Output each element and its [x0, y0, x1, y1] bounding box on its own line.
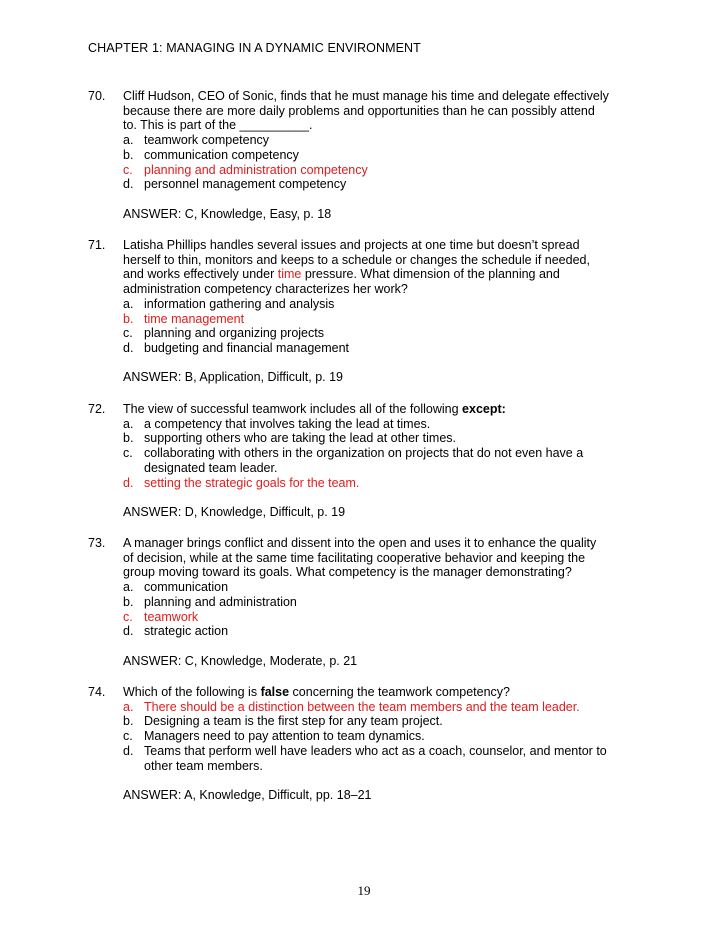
emphasis-text: except:: [462, 402, 506, 416]
option-c: c. planning and organizing projects: [123, 326, 324, 341]
question-stem-line: Cliff Hudson, CEO of Sonic, finds that he must manage his time and delegate effectively: [123, 89, 609, 103]
question-stem-line: and works effectively under time pressure. What dimension of the planning and: [123, 267, 560, 282]
question-stem-line: group moving toward its goals. What competency is the manager demonstrating?: [123, 565, 572, 580]
question-number: 74.: [88, 685, 106, 699]
option-c: c. Managers need to pay attention to team dynamics.: [123, 729, 425, 744]
answer-line: ANSWER: C, Knowledge, Easy, p. 18: [123, 206, 332, 221]
highlighted-keyword: time: [277, 267, 302, 282]
question-70: [88, 89, 648, 221]
question-stem-line: Latisha Phillips handles several issues and projects at one time but doesn’t spread: [123, 238, 580, 252]
option-b: b. communication competency: [123, 147, 299, 162]
option-b-correct: b. time management: [123, 311, 245, 326]
question-72: [88, 402, 648, 520]
page-number: 19: [357, 883, 371, 898]
question-stem-line: The view of successful teamwork includes all of the following except:: [123, 402, 506, 416]
question-stem-line: to. This is part of the __________.: [123, 118, 313, 133]
question-number: 70.: [88, 89, 106, 103]
answer-line: ANSWER: C, Knowledge, Moderate, p. 21: [123, 653, 358, 668]
option-a-correct: a. There should be a distinction between the team members and the team leader.: [123, 699, 580, 714]
option-a: a. communication: [123, 580, 229, 595]
question-number: 72.: [88, 402, 106, 416]
option-b: b. Designing a team is the first step for any team project.: [123, 714, 443, 729]
question-73: [88, 536, 648, 668]
question-71: [88, 238, 648, 385]
option-c-correct: c. teamwork: [123, 609, 199, 624]
option-a: a. information gathering and analysis: [123, 296, 335, 311]
option-d: d. Teams that perform well have leaders who act as a coach, counselor, and mentor to other team members.: [123, 743, 607, 773]
question-number: 73.: [88, 536, 106, 550]
option-c-correct: c. planning and administration competency: [123, 162, 368, 177]
option-d: d. budgeting and financial management: [123, 340, 350, 355]
question-stem-line: because there are more daily problems and opportunities than he can possibly attend: [123, 103, 595, 118]
chapter-header: CHAPTER 1: MANAGING IN A DYNAMIC ENVIRONMENT: [88, 41, 421, 55]
question-stem-line: administration competency characterizes her work?: [123, 282, 408, 297]
answer-line: ANSWER: D, Knowledge, Difficult, p. 19: [123, 504, 346, 519]
emphasis-text: false: [260, 685, 290, 699]
question-number: 71.: [88, 238, 106, 252]
question-stem-line: Which of the following is false concerning the teamwork competency?: [123, 685, 511, 699]
option-d: d. personnel management competency: [123, 177, 347, 192]
answer-line: ANSWER: B, Application, Difficult, p. 19: [123, 370, 344, 385]
option-c: c. collaborating with others in the organization on projects that do not even have a designated team leader.: [123, 446, 584, 475]
option-b: b. supporting others who are taking the lead at other times.: [123, 431, 456, 446]
option-b: b. planning and administration: [123, 594, 297, 609]
option-a: a. teamwork competency: [123, 133, 270, 148]
question-stem-line: A manager brings conflict and dissent into the open and uses it to enhance the quality: [123, 536, 597, 550]
option-a: a. a competency that involves taking the lead at times.: [123, 416, 431, 431]
option-d: d. strategic action: [123, 624, 229, 639]
question-74: [88, 685, 648, 803]
answer-line: ANSWER: A, Knowledge, Difficult, pp. 18–21: [123, 787, 372, 802]
question-stem-line: of decision, while at the same time facilitating cooperative behavior and keeping the: [123, 550, 586, 565]
option-d-correct: d. setting the strategic goals for the team.: [123, 475, 360, 490]
question-stem-line: herself to thin, monitors and keeps to a schedule or changes the schedule if needed,: [123, 252, 590, 267]
